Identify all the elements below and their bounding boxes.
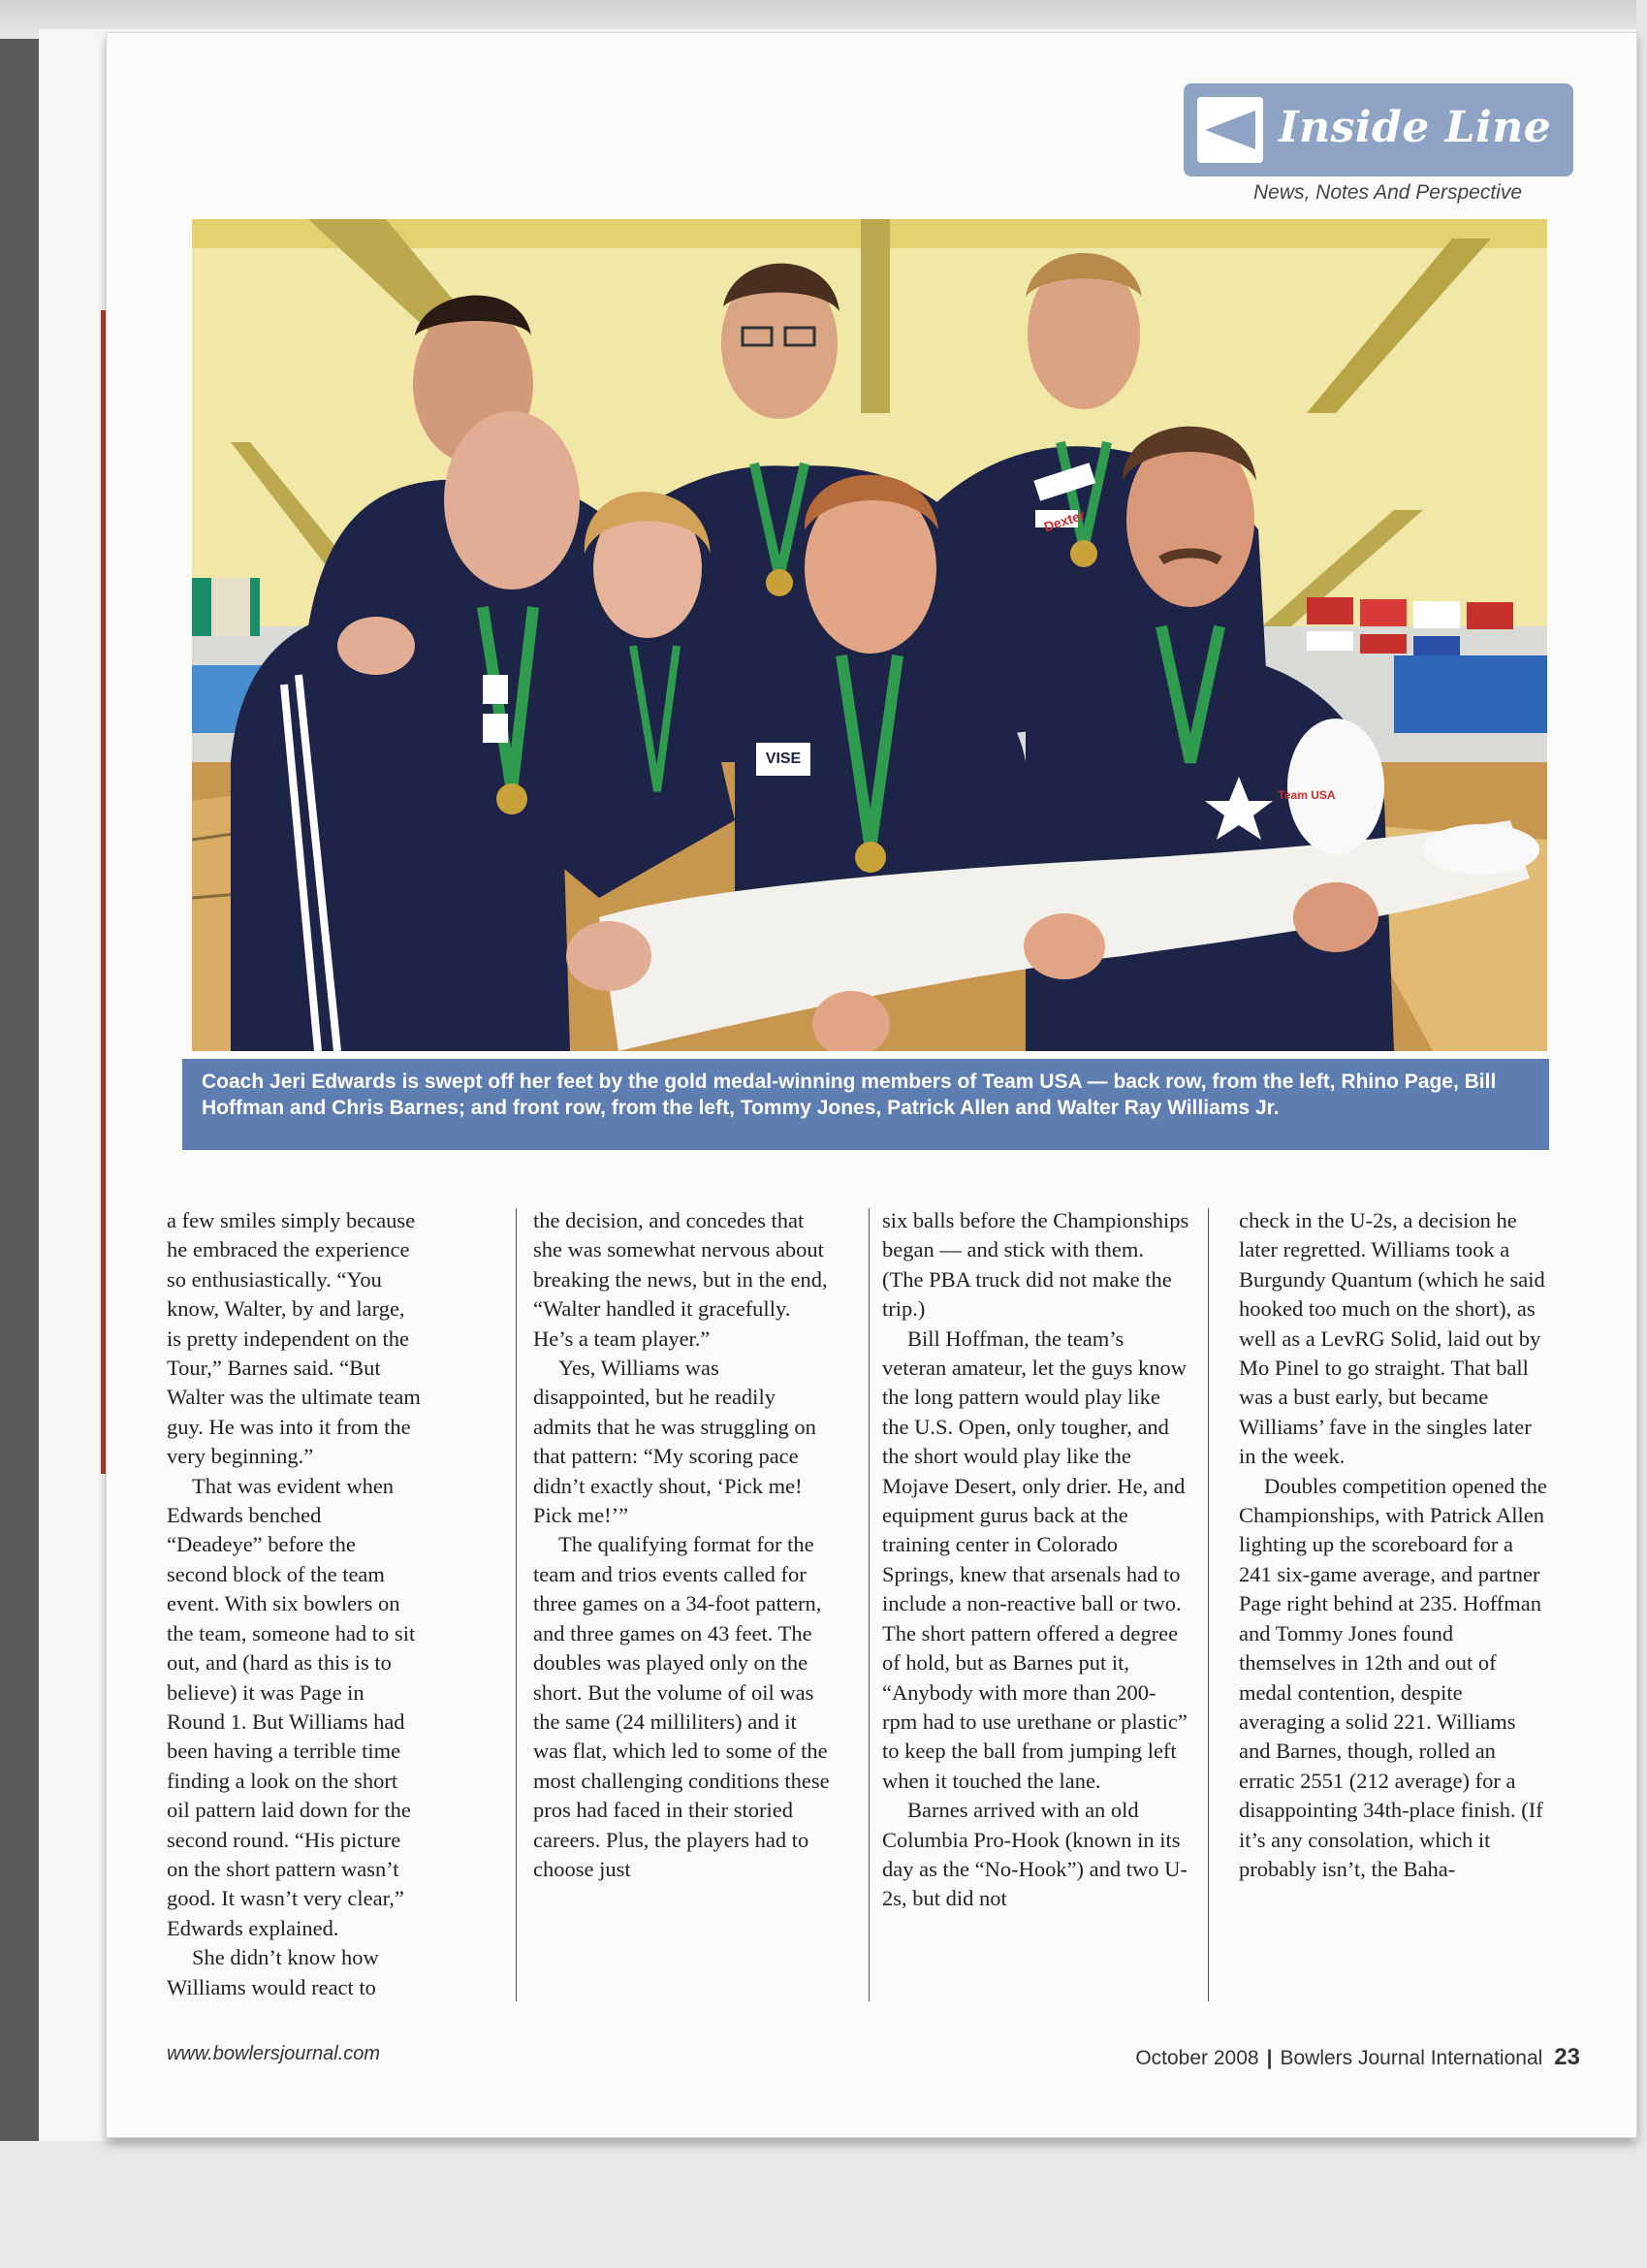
paragraph: Bill Hoffman, the team’s veteran amateur, let the guys know the long pattern would play like the U.S. Open, only tougher, and the short would play like the Mojave Desert, only drier. He, and equipment gurus back at the training center in Colorado Springs, knew that arsenals had to include a non-reactive ball or two. The short pattern offered a degree of hold, but as Barnes put it, “Anybody with more than 200-rpm had to use urethane or plastic” to keep the ball from jumping left when it touched the lane.: [882, 1326, 1188, 1793]
article-column-3: [882, 1206, 1190, 2001]
section-tagline: News, Notes And Perspective: [1252, 181, 1522, 204]
article-column-4: [1239, 1206, 1551, 2001]
photo-caption-text: Coach Jeri Edwards is swept off her feet by the gold medal-winning members of Team USA — back row, from the left, Rhino Page, Bill Hoffman and Chris Barnes; and front row, from the left, Tommy Jones, Patrick Allen and Walter Ray Williams Jr.: [202, 1070, 1497, 1119]
team-photo: [192, 219, 1547, 1051]
column-divider: [1208, 1208, 1209, 2001]
paragraph: Yes, Williams was disappointed, but he readily admits that he was struggling on that pattern: “My scoring pace didn’t exactly shout, ‘Pick me! Pick me!’”: [533, 1356, 816, 1528]
paragraph: six balls before the Championships began — and stick with them. (The PBA truck did not make the trip.): [882, 1208, 1189, 1322]
section-badge: [1184, 83, 1573, 176]
footer-publication-info: [960, 2042, 1580, 2073]
scan-background-right: [1636, 0, 1647, 2268]
footer-publication: Bowlers Journal International: [1280, 2047, 1543, 2069]
section-title: Inside Line: [1279, 103, 1552, 152]
arrow-icon: [1197, 97, 1263, 163]
page-number: 23: [1554, 2044, 1580, 2070]
paragraph: Barnes arrived with an old Columbia Pro-Hook (known in its day as the “No-Hook”) and two U-2s, but did not: [882, 1798, 1188, 1911]
magazine-page: [107, 33, 1636, 2137]
photo-scene: [192, 219, 1547, 1051]
paragraph: check in the U-2s, a decision he later regretted. Williams took a Burgundy Quantum (which he said hooked too much on the short), as well as a LevRG Solid, laid out by Mo Pinel to go straight. That ball was a bust early, but became Williams’ fave in the singles later in the week.: [1239, 1208, 1545, 1469]
article-column-2: [533, 1206, 830, 2001]
scan-background-bottom: [0, 2141, 1647, 2268]
column-divider: [516, 1208, 517, 2001]
paragraph: She didn’t know how Williams would react to: [167, 1945, 379, 1999]
footer-separator: |: [1266, 2047, 1273, 2069]
shirt-logo-vise: VISE: [765, 751, 802, 767]
paragraph: The qualifying format for the team and trios events called for three games on a 34-foot pattern, and three games on 43 feet. The doubles was played only on the short. But the volume of oil was the same (24 milliliters) and it was flat, which led to some of the most challenging conditions these pros had faced in their storied careers. Plus, the players had to choose just: [533, 1532, 830, 1881]
photo-caption: [182, 1059, 1549, 1150]
paragraph: the decision, and concedes that she was somewhat nervous about breaking the news, but in the end, “Walter handled it gracefully. He’s a team player.”: [533, 1208, 828, 1351]
paragraph: a few smiles simply because he embraced the experience so enthusiastically. “You know, Walter, by and large, is pretty independent on the Tour,” Barnes said. “But Walter was the ultimate team guy. He was into it from the very beginning.”: [167, 1208, 421, 1469]
article-column-1: [167, 1206, 421, 2001]
footer-website: www.bowlersjournal.com: [167, 2043, 381, 2064]
footer-issue: October 2008: [1135, 2047, 1259, 2069]
paragraph: Doubles competition opened the Championships, with Patrick Allen lighting up the scoreboard for a 241 six-game average, and partner Page right behind at 235. Hoffman and Tommy Jones found themselves in 12th and out of medal contention, despite averaging a solid 221. Williams and Barnes, though, rolled an erratic 2551 (212 average) for a disappointing 34th-place finish. (If it’s any consolation, which it probably isn’t, the Baha-: [1239, 1473, 1547, 1881]
shirt-logo-dexter: Dexter: [1041, 506, 1088, 535]
paragraph: That was evident when Edwards benched “Deadeye” before the second block of the team event. With six bowlers on the team, someone had to sit out, and (hard as this is to believe) it was Page in Round 1. But Williams had been having a terrible time finding a look on the short oil pattern laid down for the second round. “His picture on the short pattern wasn’t good. It wasn’t very clear,” Edwards explained.: [167, 1473, 416, 1940]
column-divider: [869, 1208, 870, 2001]
shirt-logo-team-usa: Team USA: [1278, 788, 1336, 802]
